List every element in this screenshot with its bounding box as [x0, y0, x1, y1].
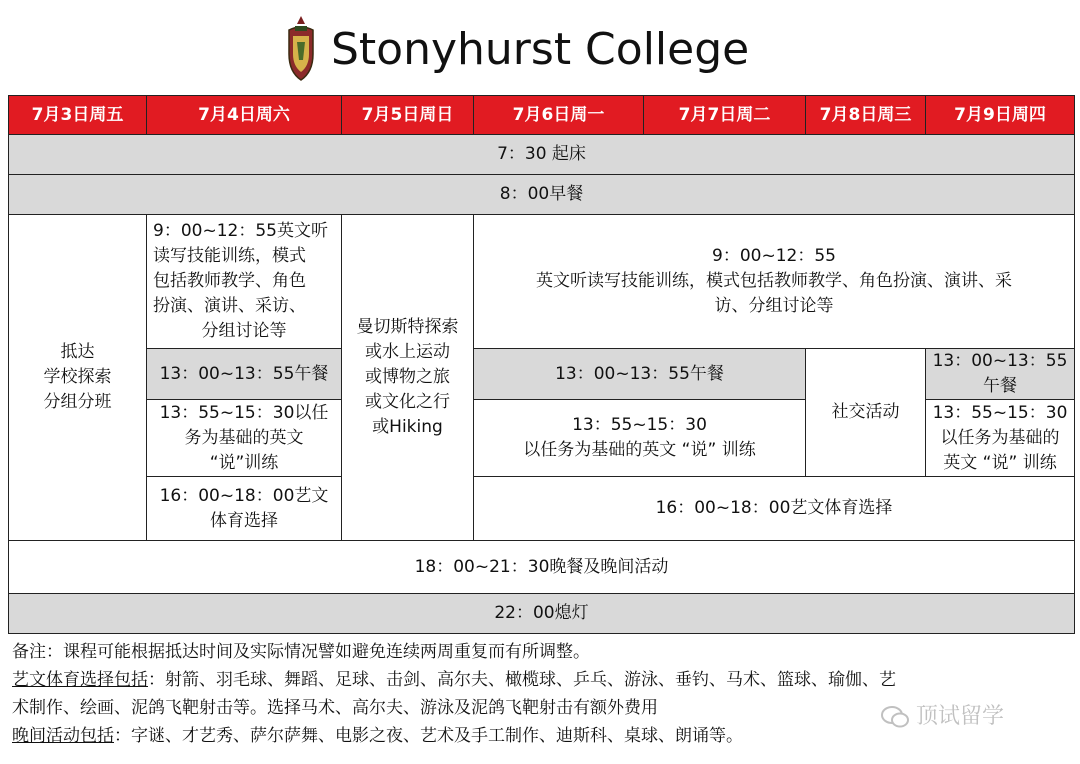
sat-afternoon-line: 13：55~15：30以任	[159, 402, 329, 423]
day-header: 7月7日周二	[644, 96, 806, 135]
arrival-cell	[9, 215, 147, 541]
dinner-row	[9, 541, 1075, 594]
sun-activity-line: 或文化之行	[365, 392, 450, 412]
week-morning-desc: 英文听读写技能训练，模式包括教师教学、角色扮演、演讲、采	[536, 271, 1012, 291]
note-line: 备注：课程可能根据抵达时间及实际情况譬如避免连续两周重复而有所调整。	[12, 642, 590, 662]
wake-row	[9, 135, 1075, 175]
wed-social-cell: 社交活动	[806, 349, 926, 477]
wechat-icon	[880, 704, 910, 730]
week-afternoon-line: 13：55~15：30	[572, 415, 707, 435]
evening-label: 晚间活动包括	[12, 726, 114, 746]
arrival-line: 学校探索	[43, 367, 112, 387]
sat-sports-line: 16：00~18：00艺文	[159, 485, 329, 506]
sports-row	[9, 477, 1075, 541]
sat-afternoon-cell	[147, 400, 342, 477]
sat-morning-line: 分组讨论等	[201, 321, 287, 341]
sun-activity-line: 或水上运动	[365, 342, 450, 362]
page-header	[0, 0, 1080, 94]
breakfast-row	[9, 175, 1075, 215]
breakfast-cell: 8：00早餐	[9, 175, 1075, 215]
day-header: 7月4日周六	[147, 96, 342, 135]
arts-label: 艺文体育选择包括	[12, 670, 148, 690]
school-crest-icon	[281, 14, 321, 84]
thu-afternoon-cell	[926, 400, 1075, 477]
sat-morning-line: 读写技能训练，模式	[153, 246, 306, 266]
sun-activity-line: 或Hiking	[372, 417, 443, 437]
sun-activity-line: 曼切斯特探索	[356, 317, 459, 337]
sat-morning-line: 包括教师教学、角色	[153, 271, 306, 291]
arrival-line: 分组分班	[43, 392, 112, 412]
sat-morning-cell	[147, 215, 342, 349]
sat-afternoon-line: “说”训练	[209, 452, 279, 473]
thu-afternoon-line: 英文 “说” 训练	[943, 452, 1057, 473]
watermark	[880, 700, 1060, 734]
thu-afternoon-line: 以任务为基础的	[940, 427, 1060, 448]
thu-lunch-line: 午餐	[983, 376, 1017, 396]
day-header: 7月8日周三	[806, 96, 926, 135]
sat-morning-line: 9：00~12：55英文听	[153, 221, 328, 241]
lights-out-row	[9, 594, 1075, 634]
thu-lunch-line: 13：00~13：55	[932, 351, 1068, 371]
sat-morning-line: 扮演、演讲、采访、	[153, 296, 306, 316]
sun-activity-line: 或博物之旅	[365, 367, 450, 387]
week-morning-cell	[474, 215, 1075, 349]
arrival-line: 抵达	[60, 342, 95, 362]
lunch-row	[9, 349, 1075, 400]
day-header: 7月6日周一	[474, 96, 644, 135]
day-header: 7月3日周五	[9, 96, 147, 135]
week-afternoon-line: 以任务为基础的英文 “说” 训练	[523, 440, 756, 460]
thu-lunch-cell	[926, 349, 1075, 400]
week-sports-cell: 16：00~18：00艺文体育选择	[474, 477, 1075, 541]
week-morning-desc: 访、分组讨论等	[714, 296, 834, 316]
page-title: Stonyhurst College	[331, 24, 750, 75]
dinner-cell: 18：00~21：30晚餐及晚间活动	[9, 541, 1075, 594]
week-morning-time: 9：00~12：55	[712, 246, 836, 266]
week-lunch-cell: 13：00~13：55午餐	[474, 349, 806, 400]
sun-activity-cell	[342, 215, 474, 541]
thu-afternoon-line: 13：55~15：30	[932, 402, 1068, 423]
sat-sports-cell	[147, 477, 342, 541]
schedule-table	[8, 95, 1075, 634]
sat-lunch-cell: 13：00~13：55午餐	[147, 349, 342, 400]
arts-note	[12, 666, 1076, 694]
day-header: 7月5日周日	[342, 96, 474, 135]
lights-out-cell: 22：00熄灯	[9, 594, 1075, 634]
watermark-text: 顶试留学	[916, 704, 1005, 729]
arts-text: ：射箭、羽毛球、舞蹈、足球、击剑、高尔夫、橄榄球、乒乓、游泳、垂钓、马术、篮球、瑜伽、艺	[148, 670, 896, 690]
week-afternoon-cell	[474, 400, 806, 477]
arts-note-cont: 术制作、绘画、泥鸽飞靶射击等。选择马术、高尔夫、游泳及泥鸽飞靶射击有额外费用	[12, 698, 658, 718]
day-header-row	[9, 96, 1075, 135]
sat-afternoon-line: 务为基础的英文	[184, 427, 304, 448]
sat-sports-line: 体育选择	[210, 510, 278, 531]
day-header: 7月9日周四	[926, 96, 1075, 135]
wake-cell: 7：30 起床	[9, 135, 1075, 175]
evening-text: ：字谜、才艺秀、萨尔萨舞、电影之夜、艺术及手工制作、迪斯科、桌球、朗诵等。	[114, 726, 743, 746]
morning-row	[9, 215, 1075, 349]
